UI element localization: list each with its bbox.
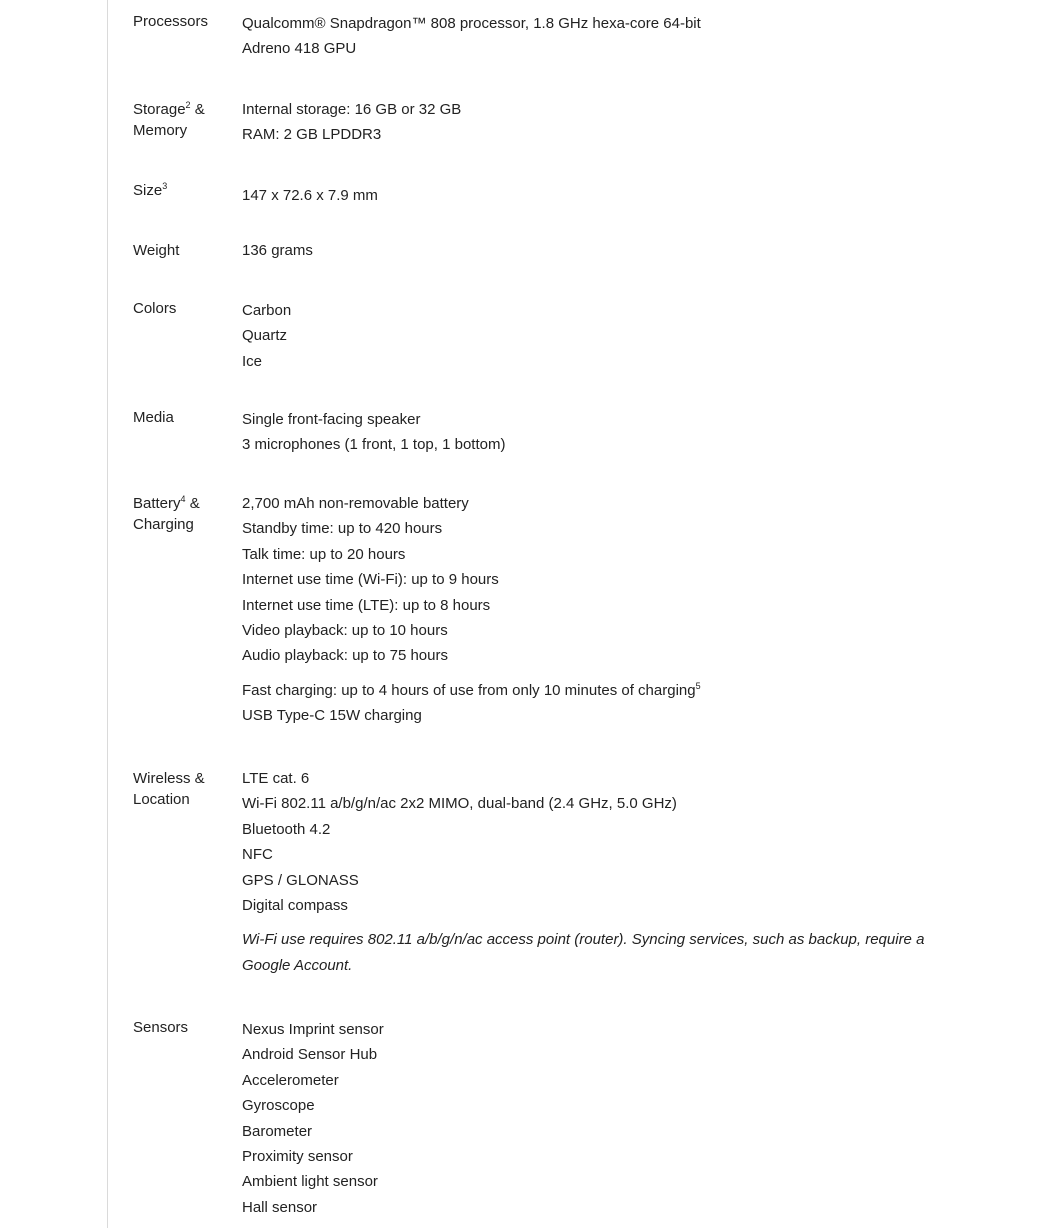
left-divider — [107, 0, 108, 1228]
spec-line: Standby time: up to 420 hours — [242, 520, 443, 538]
spec-line: 136 grams — [242, 242, 313, 259]
spec-line: Internal storage: 16 GB or 32 GB — [242, 101, 462, 118]
spec-value-battery — [242, 491, 701, 729]
spec-line: Proximity sensor — [242, 1148, 353, 1166]
spec-label-media: Media — [133, 409, 174, 426]
spec-value-media — [242, 407, 505, 458]
spec-line: Barometer — [242, 1122, 313, 1140]
spec-line: Digital compass — [242, 897, 348, 915]
spec-row-weight — [133, 240, 313, 261]
spec-row-size — [133, 180, 378, 208]
label-text: & — [190, 101, 205, 118]
spec-row-processors — [133, 11, 701, 62]
wifi-note: Wi-Fi use requires 802.11 a/b/g/n/ac access point (router). Syncing services, such as backup, require a Google Account. — [242, 931, 925, 974]
spec-line: Accelerometer — [242, 1071, 339, 1089]
spec-value-colors — [242, 298, 291, 374]
spec-line: Hall sensor — [242, 1198, 318, 1216]
footnote-ref[interactable]: 4 — [180, 494, 186, 504]
label-text: Memory — [133, 122, 188, 139]
spec-line: Single front-facing speaker — [242, 411, 421, 428]
wireless-list-group — [242, 766, 942, 918]
spec-line: Internet use time (Wi-Fi): up to 9 hours — [242, 571, 499, 589]
spec-label-wireless — [133, 766, 242, 978]
label-text: Wireless & — [133, 770, 205, 787]
battery-life-group — [242, 491, 701, 669]
charging-group — [242, 678, 701, 729]
spec-row-wireless — [133, 766, 942, 978]
spec-line: Internet use time (LTE): up to 8 hours — [242, 596, 491, 614]
spec-label-colors: Colors — [133, 300, 177, 317]
label-text: Storage — [133, 101, 186, 118]
footnote-ref[interactable]: 5 — [695, 680, 701, 691]
spec-line: Quartz — [242, 327, 288, 345]
footnote-ref[interactable]: 2 — [185, 100, 191, 110]
spec-label-battery — [133, 491, 242, 729]
spec-label-weight: Weight — [133, 242, 180, 259]
spec-value-sensors — [242, 1017, 384, 1220]
spec-line: 3 microphones (1 front, 1 top, 1 bottom) — [242, 436, 506, 454]
spec-line: GPS / GLONASS — [242, 871, 359, 889]
spec-label-storage — [133, 97, 242, 148]
spec-row-storage — [133, 97, 461, 148]
spec-value-size — [242, 180, 378, 208]
spec-label-sensors: Sensors — [133, 1019, 189, 1036]
wireless-note-group — [242, 927, 942, 978]
spec-line: Ambient light sensor — [242, 1173, 378, 1191]
spec-line: Gyroscope — [242, 1097, 315, 1115]
spec-row-battery — [133, 491, 701, 729]
spec-line: Video playback: up to 10 hours — [242, 622, 448, 640]
label-text: Size — [133, 182, 163, 199]
spec-line: Ice — [242, 352, 263, 370]
label-text: & — [185, 495, 200, 512]
spec-label-processors: Processors — [133, 13, 209, 30]
spec-line: 147 x 72.6 x 7.9 mm — [242, 187, 378, 204]
spec-value-weight — [242, 240, 313, 261]
spec-line: Qualcomm® Snapdragon™ 808 processor, 1.8 GHz hexa-core 64-bit — [242, 15, 701, 32]
spec-value-wireless — [242, 766, 942, 978]
spec-label-size — [133, 180, 242, 208]
spec-line: Bluetooth 4.2 — [242, 820, 331, 838]
spec-value-processors — [242, 11, 701, 62]
spec-line: Nexus Imprint sensor — [242, 1021, 384, 1038]
spec-row-media — [133, 407, 505, 458]
spec-line: USB Type-C 15W charging — [242, 707, 422, 725]
spec-row-colors — [133, 298, 291, 374]
spec-value-storage — [242, 97, 461, 148]
label-text: Location — [133, 791, 190, 808]
spec-line: Android Sensor Hub — [242, 1046, 378, 1064]
spec-line — [242, 678, 701, 703]
spec-line: Talk time: up to 20 hours — [242, 545, 406, 563]
spec-line: 2,700 mAh non-removable battery — [242, 495, 469, 512]
spec-row-sensors — [133, 1017, 384, 1220]
label-text: Battery — [133, 495, 181, 512]
spec-line: Carbon — [242, 302, 292, 319]
spec-line: RAM: 2 GB LPDDR3 — [242, 126, 382, 144]
spec-line: Wi-Fi 802.11 a/b/g/n/ac 2x2 MIMO, dual-band (2.4 GHz, 5.0 GHz) — [242, 795, 677, 813]
spec-line: LTE cat. 6 — [242, 770, 310, 787]
spec-line: Audio playback: up to 75 hours — [242, 647, 448, 665]
spec-line: NFC — [242, 846, 273, 864]
footnote-ref[interactable]: 3 — [162, 181, 168, 191]
spec-line: Adreno 418 GPU — [242, 40, 357, 58]
label-text: Charging — [133, 516, 194, 533]
fast-charging-text: Fast charging: up to 4 hours of use from only 10 minutes of charging — [242, 681, 696, 699]
